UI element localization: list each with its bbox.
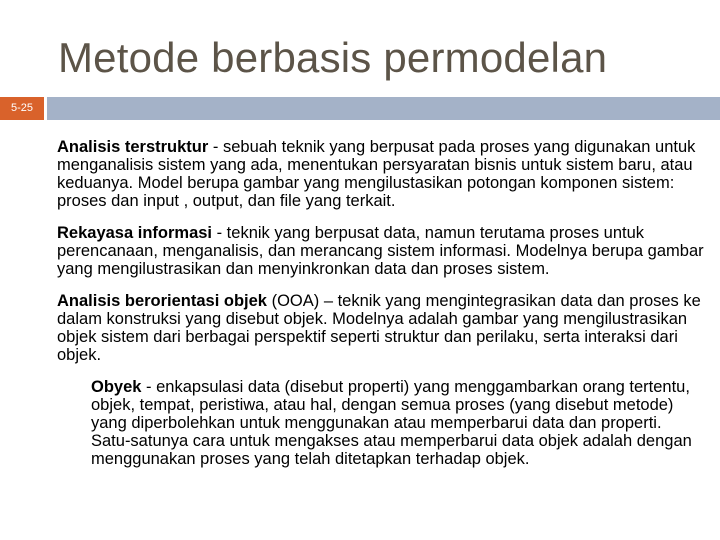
slide-body — [57, 138, 709, 482]
definition-structured-analysis: - sebuah teknik yang berpusat pada proses yang digunakan untuk menganalisis sistem yang ada, menentukan persyaratan bisnis untuk sistem baru, atau keduanya. Model berupa gambar yang mengilustasikan potongan komponen sistem: proses dan input , output, dan file yang terkait. — [57, 138, 696, 210]
paragraph-information-engineering — [57, 224, 709, 278]
paragraph-object-oriented-analysis — [57, 292, 709, 364]
paragraph-structured-analysis — [57, 138, 709, 210]
paragraph-object — [91, 378, 705, 468]
definition-object: - enkapsulasi data (disebut properti) yang menggambarkan orang tertentu, objek, tempat, peristiwa, atau hal, dengan semua proses (yang disebut metode) yang diperbolehkan untuk menggunakan atau memperbarui data dan properti. Satu-satunya cara untuk mengakses atau memperbarui data objek adalah dengan menggunakan proses yang telah ditetapkan terhadap objek. — [91, 378, 692, 468]
definition-information-engineering: - teknik yang berpusat data, namun terutama proses untuk perencanaan, menganalisis, dan merancang sistem informasi. Modelnya berupa gambar yang mengilustrasikan dan menyinkronkan data dan proses sistem. — [57, 224, 704, 278]
slide-number: 5-25 — [10, 102, 34, 114]
term-structured-analysis: Analisis terstruktur — [57, 138, 209, 156]
term-object: Obyek — [91, 378, 142, 396]
slide-number-badge — [0, 97, 44, 120]
slide-title: Metode berbasis permodelan — [58, 34, 608, 81]
term-object-oriented-analysis: Analisis berorientasi objek — [57, 292, 267, 310]
term-information-engineering: Rekayasa informasi — [57, 224, 213, 242]
header-divider-bar — [47, 97, 720, 120]
definition-object-oriented-analysis: (OOA) – teknik yang mengintegrasikan data dan proses ke dalam konstruksi yang disebut objek. Modelnya adalah gambar yang mengilustrasikan objek sistem dari berbagai perspektif seperti struktur dan perilaku, serta interaksi dari objek. — [57, 292, 701, 364]
